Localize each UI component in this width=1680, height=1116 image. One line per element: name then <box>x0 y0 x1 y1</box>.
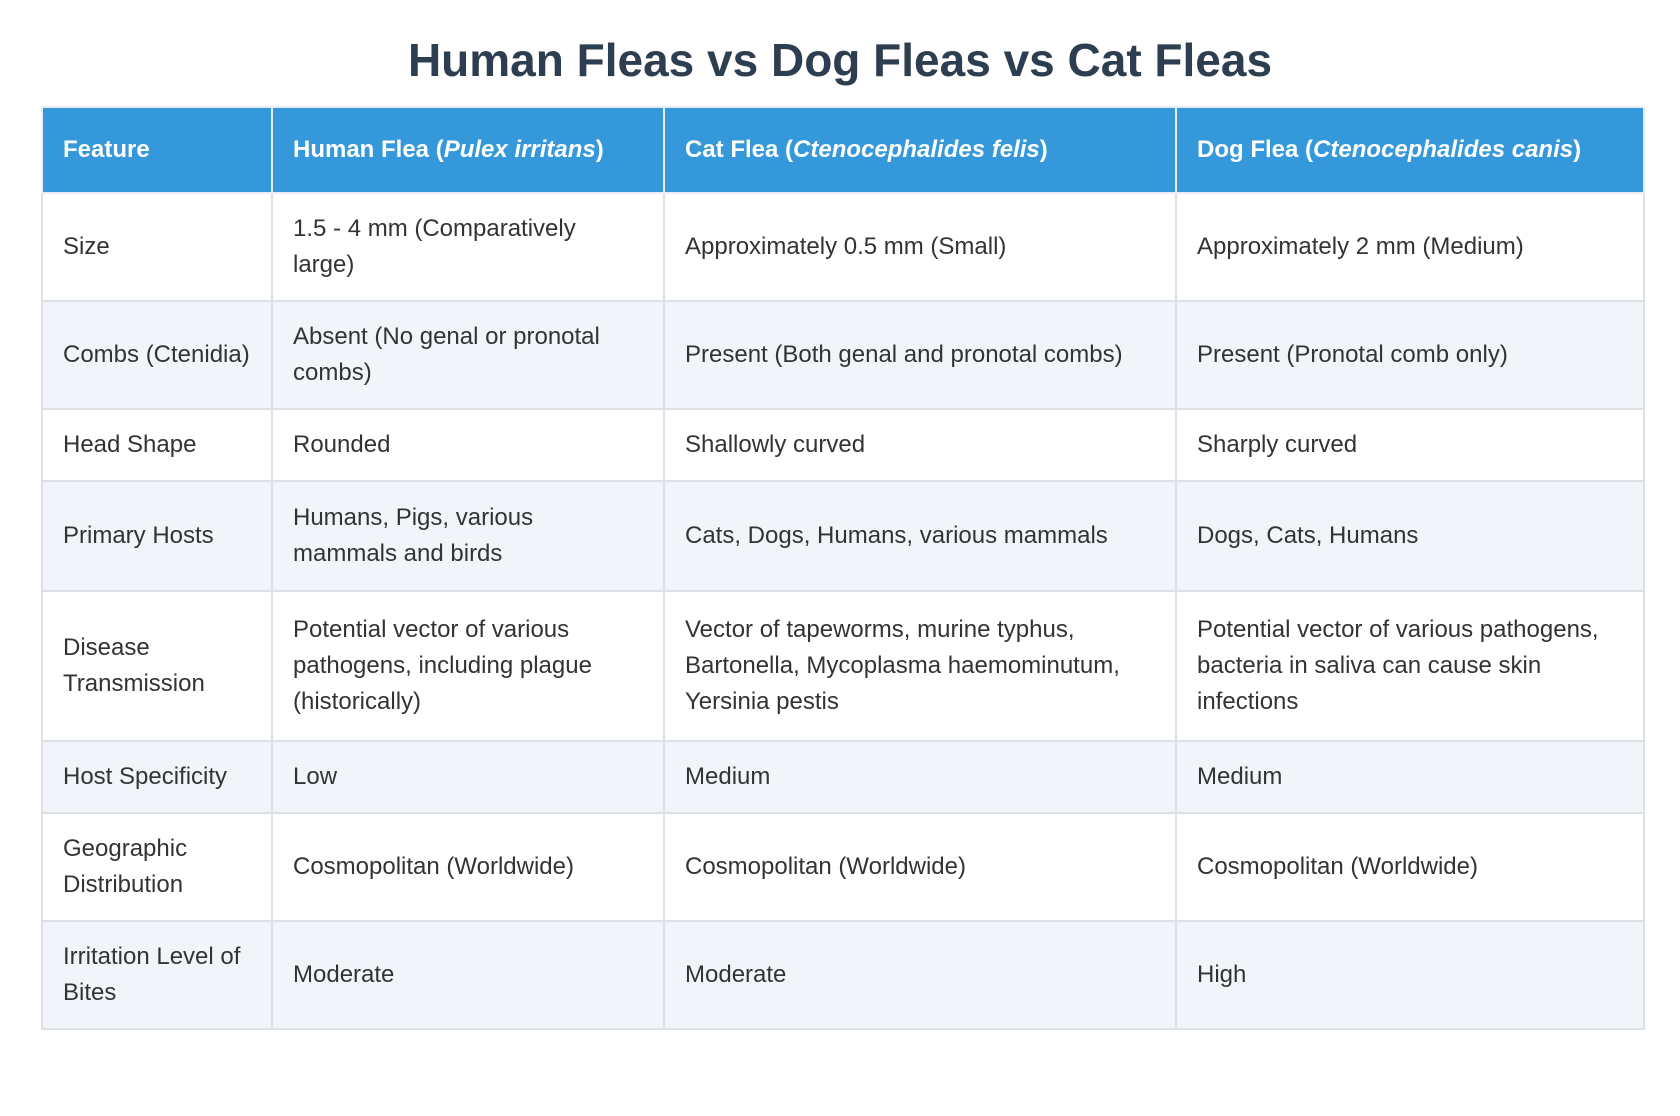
header-label: Feature <box>63 136 150 163</box>
dog-flea-cell: Approximately 2 mm (Medium) <box>1176 193 1644 301</box>
page-title: Human Fleas vs Dog Fleas vs Cat Fleas <box>407 34 1273 86</box>
header-dog-flea <box>1176 107 1644 193</box>
cat-flea-cell: Moderate <box>664 921 1176 1029</box>
table-row <box>42 591 1644 741</box>
dog-flea-cell: Potential vector of various pathogens, bacteria in saliva can cause skin infections <box>1176 591 1644 741</box>
feature-cell: Irritation Level of Bites <box>42 921 272 1029</box>
table-row <box>42 193 1644 301</box>
cat-flea-cell: Cosmopolitan (Worldwide) <box>664 813 1176 921</box>
feature-cell: Head Shape <box>42 409 272 481</box>
table-row <box>42 741 1644 813</box>
header-cat-flea <box>664 107 1176 193</box>
table-row <box>42 409 1644 481</box>
header-label-suffix: ) <box>1573 136 1582 163</box>
header-feature <box>42 107 272 193</box>
header-label: Dog Flea ( <box>1197 136 1314 163</box>
header-species-name: Ctenocephalides canis <box>1313 136 1574 163</box>
human-flea-cell: 1.5 - 4 mm (Comparatively large) <box>272 193 664 301</box>
dog-flea-cell: Dogs, Cats, Humans <box>1176 481 1644 591</box>
feature-cell: Disease Transmission <box>42 591 272 741</box>
feature-cell: Size <box>42 193 272 301</box>
human-flea-cell: Cosmopolitan (Worldwide) <box>272 813 664 921</box>
feature-cell: Combs (Ctenidia) <box>42 301 272 409</box>
cat-flea-cell: Shallowly curved <box>664 409 1176 481</box>
dog-flea-cell: Medium <box>1176 741 1644 813</box>
dog-flea-cell: Sharply curved <box>1176 409 1644 481</box>
header-label-suffix: ) <box>595 136 604 163</box>
header-species-name: Ctenocephalides felis <box>793 136 1040 163</box>
comparison-table <box>41 106 1645 1030</box>
cat-flea-cell: Present (Both genal and pronotal combs) <box>664 301 1176 409</box>
human-flea-cell: Humans, Pigs, various mammals and birds <box>272 481 664 591</box>
cat-flea-cell: Cats, Dogs, Humans, various mammals <box>664 481 1176 591</box>
table-row <box>42 301 1644 409</box>
dog-flea-cell: Cosmopolitan (Worldwide) <box>1176 813 1644 921</box>
cat-flea-cell: Medium <box>664 741 1176 813</box>
header-label: Cat Flea ( <box>685 136 794 163</box>
human-flea-cell: Absent (No genal or pronotal combs) <box>272 301 664 409</box>
header-label: Human Flea ( <box>293 136 444 163</box>
table-row <box>42 813 1644 921</box>
feature-cell: Geographic Distribution <box>42 813 272 921</box>
human-flea-cell: Low <box>272 741 664 813</box>
table-row <box>42 481 1644 591</box>
feature-cell: Primary Hosts <box>42 481 272 591</box>
feature-cell: Host Specificity <box>42 741 272 813</box>
cat-flea-cell: Vector of tapeworms, murine typhus, Bartonella, Mycoplasma haemominutum, Yersinia pestis <box>664 591 1176 741</box>
header-human-flea <box>272 107 664 193</box>
header-species-name: Pulex irritans <box>443 136 596 163</box>
cat-flea-cell: Approximately 0.5 mm (Small) <box>664 193 1176 301</box>
dog-flea-cell: Present (Pronotal comb only) <box>1176 301 1644 409</box>
dog-flea-cell: High <box>1176 921 1644 1029</box>
table-header-row <box>42 107 1644 193</box>
human-flea-cell: Potential vector of various pathogens, including plague (historically) <box>272 591 664 741</box>
human-flea-cell: Moderate <box>272 921 664 1029</box>
human-flea-cell: Rounded <box>272 409 664 481</box>
header-label-suffix: ) <box>1039 136 1048 163</box>
table-row <box>42 921 1644 1029</box>
